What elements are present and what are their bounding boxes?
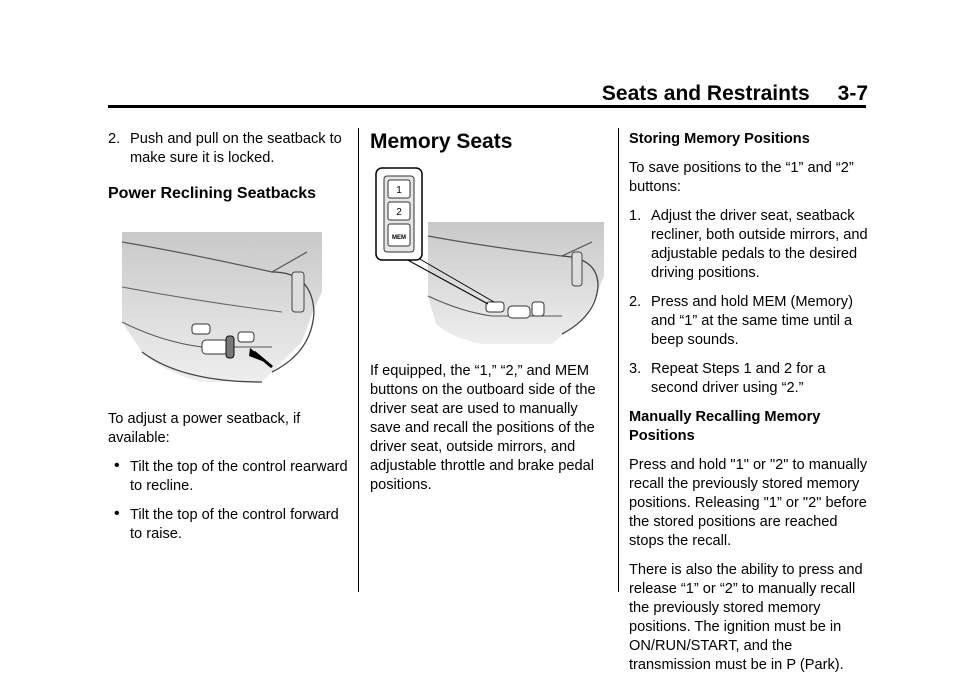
step-text: Push and pull on the seatback to make sure it is locked.: [130, 131, 342, 166]
column-divider-1: [358, 128, 359, 592]
column-1: [108, 130, 352, 554]
page-header: [602, 82, 868, 106]
bullet-text: Tilt the top of the control rearward to recline.: [130, 459, 348, 494]
column-2: [370, 130, 606, 505]
recall-paragraph-2: There is also the ability to press and release “1” or “2” to manually recall the previously stored memory positions. The ignition must be in ON/RUN/START, and the transmission must be in P (Park).: [629, 562, 863, 673]
bullet-item: • Tilt the top of the control forward to raise.: [114, 505, 339, 542]
recall-paragraph-1: Press and hold "1" or "2" to manually recall the previously stored memory positions. Releasing "1” or "2" before the stored positions are reached stops the recall.: [629, 457, 868, 549]
storing-step: 1. Adjust the driver seat, seatback recliner, both outside mirrors, and adjustable pedals to the desired driving positions.: [629, 208, 868, 281]
section-title: Seats and Restraints: [601, 82, 810, 105]
column-divider-2: [618, 128, 619, 592]
step-number: 2.: [108, 131, 121, 147]
page-number: 3-7: [837, 82, 868, 105]
subheading-recalling: Manually Recalling Memory Positions: [629, 409, 821, 444]
step-2: [108, 130, 352, 168]
power-seatback-illustration: [122, 232, 322, 388]
intro-text: To adjust a power seatback, if available:: [108, 411, 301, 446]
memory-button-mem-label: MEM: [392, 235, 406, 241]
memory-button-2-label: 2: [396, 207, 402, 218]
header-rule: [108, 105, 866, 108]
bullet-item: • Tilt the top of the control rearward to recline.: [114, 457, 348, 494]
memory-seats-description: If equipped, the “1,” “2,” and MEM buttons on the outboard side of the driver seat are used to manually save and recall the positions of the driver seat, outside mirrors, and adjustable throttle and brake pedal positions.: [370, 363, 596, 493]
column-3: [629, 130, 869, 685]
storing-step: 3. Repeat Steps 1 and 2 for a second driver using “2.”: [629, 361, 826, 396]
bullet-text: Tilt the top of the control forward to raise.: [130, 507, 339, 542]
memory-button-1-label: 1: [396, 185, 402, 196]
memory-seat-illustration: [372, 166, 604, 346]
section-heading-memory-seats: Memory Seats: [370, 130, 513, 153]
subheading-storing: Storing Memory Positions: [629, 131, 810, 147]
section-heading-power-reclining: Power Reclining Seatbacks: [108, 185, 317, 202]
storing-step: 2. Press and hold MEM (Memory) and “1” at the same time until a beep sounds.: [629, 294, 853, 348]
storing-intro: To save positions to the “1” and “2” buttons:: [629, 160, 854, 195]
